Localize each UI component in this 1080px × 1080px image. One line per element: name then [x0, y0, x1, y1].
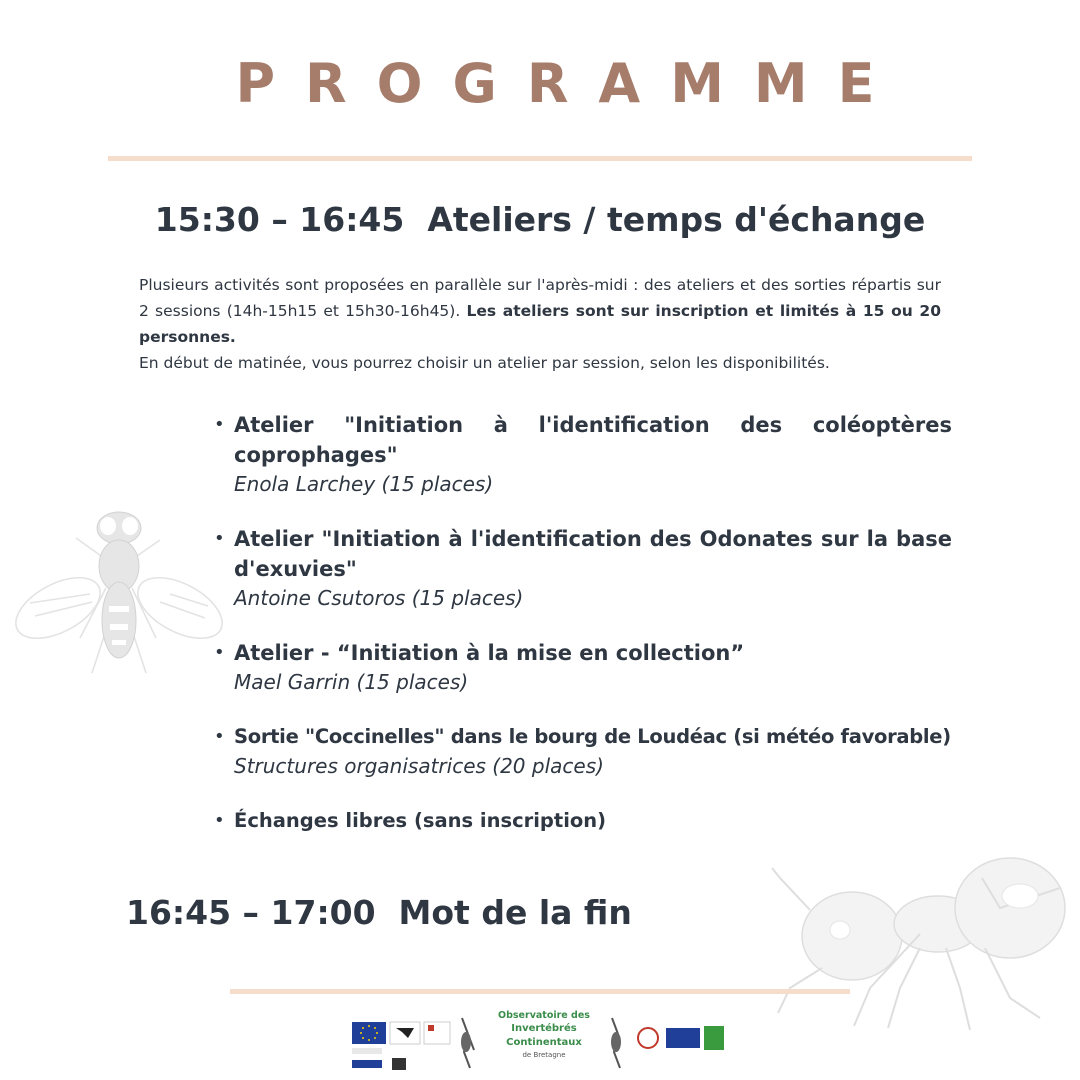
session-2-time: 16:45 – 17:00 — [126, 893, 376, 932]
session-1-time: 15:30 – 16:45 — [154, 200, 405, 239]
item-subtitle: Structures organisatrices (20 places) — [234, 754, 604, 778]
item-subtitle: Mael Garrin (15 places) — [234, 670, 469, 694]
list-item — [212, 722, 952, 780]
item-title: • Atelier "Initiation à l'identification des coléoptères coprophages" — [234, 413, 952, 467]
workshop-list — [212, 410, 952, 836]
list-item — [212, 410, 952, 498]
fly-illustration-icon — [10, 498, 230, 683]
intro-text-2: En début de matinée, vous pourrez choisir un atelier par session, selon les disponibilités. — [139, 354, 830, 372]
item-title: • Atelier - “Initiation à la mise en collection” — [234, 641, 745, 665]
obs-line-3: de Bretagne — [522, 1051, 566, 1059]
intro-text-1: Plusieurs activités sont proposées en parallèle sur l'après-midi : des ateliers et des sorties répartis sur 2 sessions (14h-15h15 et 15h30-16h45). — [139, 276, 941, 320]
page-title: PROGRAMME — [235, 52, 905, 115]
obs-line-2: Invertébrés Continentaux — [506, 1023, 582, 1048]
ant-illustration-icon — [770, 838, 1080, 1038]
morbihan-logo-icon — [352, 1060, 382, 1068]
session-2-label: Mot de la fin — [398, 893, 632, 932]
session-1-label: Ateliers / temps d'échange — [427, 200, 926, 239]
list-item — [212, 638, 952, 696]
list-item — [212, 806, 952, 836]
item-title: • Atelier "Initiation à l'identification des Odonates sur la base d'exuvies" — [234, 527, 952, 581]
obs-line-1: Observatoire des — [498, 1010, 590, 1021]
item-title: • Échanges libres (sans inscription) — [234, 809, 607, 832]
region-logo-icon — [424, 1022, 450, 1044]
item-subtitle: Enola Larchey (15 places) — [234, 472, 494, 496]
vivarmor-logo-icon — [704, 1026, 724, 1050]
partner-mark-icon — [392, 1058, 406, 1070]
bretagne-vivante-logo-icon — [666, 1028, 700, 1048]
item-title: • Sortie "Coccinelles" dans le bourg de Loudéac (si météo favorable) — [234, 725, 951, 748]
list-item — [212, 524, 952, 612]
intro-bold: Les ateliers sont sur inscription et limités à 15 ou 20 personnes. — [139, 302, 941, 346]
item-subtitle: Antoine Csutoros (15 places) — [234, 586, 524, 610]
session-1-heading — [0, 200, 1080, 239]
partner-round-logo-icon — [638, 1028, 658, 1048]
intro-text — [139, 272, 941, 376]
session-2-heading — [126, 893, 632, 932]
top-divider — [108, 156, 972, 161]
observatoire-logo — [478, 1010, 610, 1060]
bottom-divider — [230, 989, 850, 994]
